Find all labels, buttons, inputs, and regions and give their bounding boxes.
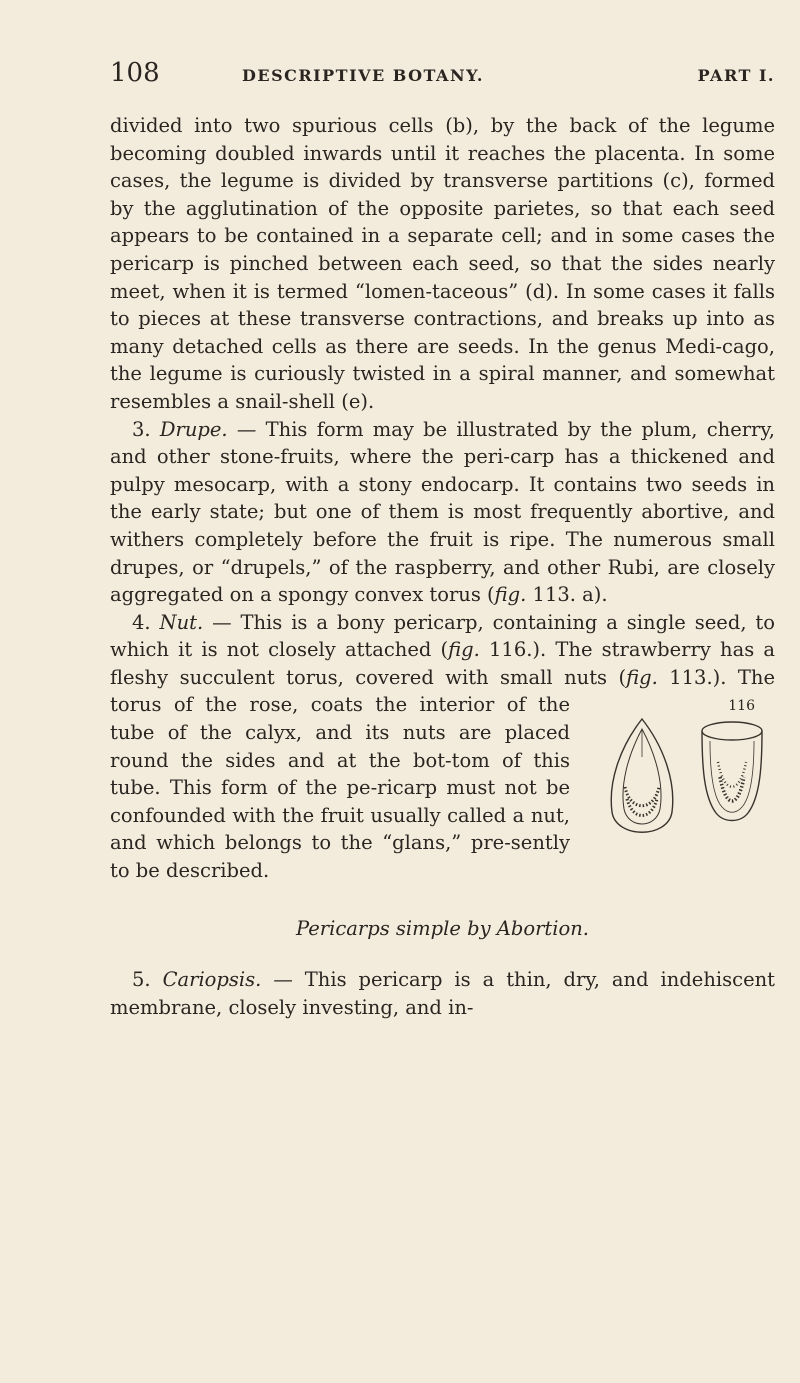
paragraph-cariopsis — [110, 966, 775, 1021]
nut-left-illustration — [611, 719, 673, 832]
drupe-text-1: — This form may be illustrated by the plum, cherry, and other stone-fruits, where the peri-carp has a thickened and pulpy mesocarp, with a stony endocarp. It contains two seeds in the early state; but one of them is most frequently abortive, and withers completely before the fruit is ripe. The numerous small drupes, or “drupels,” of the raspberry, and other Rubi, are closely aggregated on a spongy convex torus ( — [110, 417, 776, 607]
fig-reference: fig. — [494, 583, 527, 607]
subheading: Pericarps simple by Abortion. — [296, 916, 589, 940]
figure-116 — [580, 693, 775, 855]
paragraph-legume-continued: divided into two spurious cells (b), by the back of the legume becoming doubled inwards until it reaches the placenta. In some cases, the legume is divided by transverse partitions (c), formed by the agglutination of the opposite parietes, so that each seed appears to be contained in a separate cell; and in some cases the pericarp is pinched between each seed, so that the sides nearly meet, when it is termed “lomen-taceous” (d). In some cases it falls to pieces at these transverse contractions, and breaks up into as many detached cells as there are seeds. In the genus Medi-cago, the legume is curiously twisted in a spiral manner, and somewhat resembles a snail-shell (e). — [110, 114, 775, 413]
running-header — [110, 58, 775, 94]
section-number: 3. — [132, 417, 151, 441]
paragraph-drupe — [110, 416, 775, 609]
section-term-drupe: Drupe. — [159, 417, 228, 441]
running-title: DESCRIPTIVE BOTANY. — [242, 66, 484, 85]
fig-reference: fig. — [626, 665, 658, 689]
fig-reference: fig. — [448, 638, 480, 662]
nut-right-illustration — [702, 722, 762, 821]
section-number: 4. — [132, 610, 151, 634]
nut-text-1: — This is a bony pericarp, containing a single seed, to which it is not closely attached ( — [110, 610, 775, 662]
body-text — [110, 112, 775, 1021]
nut-illustration — [580, 717, 775, 847]
section-term-cariopsis: Cariopsis. — [162, 968, 262, 992]
page-number: 108 — [110, 58, 160, 88]
section-term-nut: Nut. — [159, 610, 204, 634]
section-number: 5. — [132, 968, 151, 992]
cariopsis-text: — This pericarp is a thin, dry, and indehiscent membrane, closely investing, and in- — [110, 968, 776, 1019]
figure-number: 116 — [728, 698, 755, 715]
nut-text-3: 113.). The torus of the rose, coats the interior of the tube of the calyx, and its nuts are placed round the sides and at the bot-tom of this tube. This form of the pe-ricarp must not be confounded with the fruit usually called a nut, and which belongs to the “glans,” pre-sently to be described. — [110, 665, 775, 883]
paragraph-nut — [110, 609, 775, 885]
nut-text-2: 116.). The strawberry has a fleshy succulent torus, covered with small nuts ( — [110, 638, 775, 689]
part-label: PART I. — [697, 66, 775, 85]
drupe-text-2: 113. a). — [526, 583, 608, 607]
